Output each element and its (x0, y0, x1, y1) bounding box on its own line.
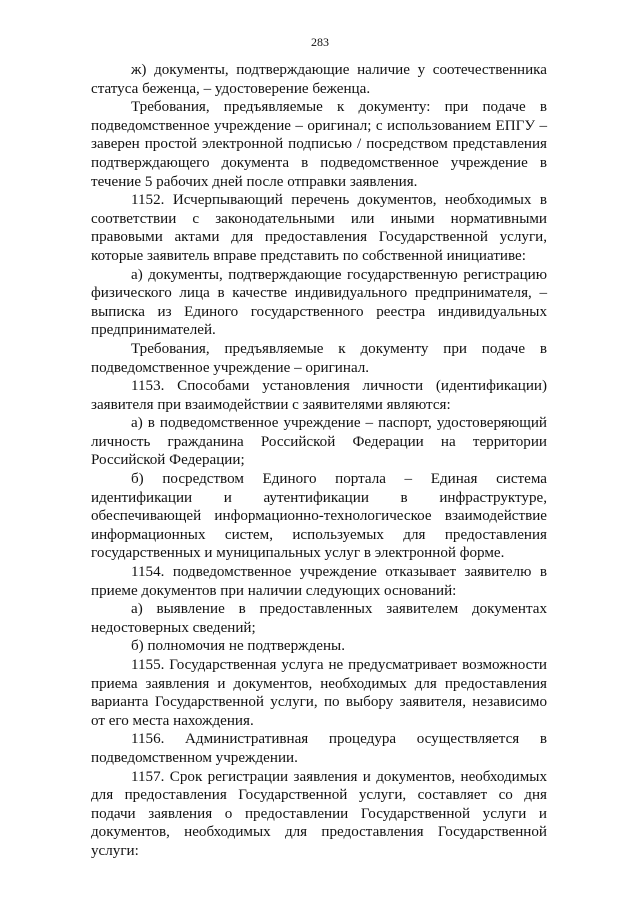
paragraph-1157: 1157. Срок регистрации заявления и документов, необходимых для предоставления Государственной услуги, составляет со дня подачи заявления о предоставлении Государственной услуги и документов, необходимых для предоставления Государственной услуги: (91, 768, 547, 859)
paragraph-requirements-1: Требования, предъявляемые к документу: при подаче в подведомственное учреждение – оригинал; с использованием ЕПГУ – заверен простой электронной подписью / посредством представления подтверждающего документа в подведомственное учреждение в течение 5 рабочих дней после отправки заявления. (91, 99, 547, 190)
paragraph-1154-a: а) выявление в предоставленных заявителем документах недостоверных сведений; (91, 601, 547, 636)
page-number: 283 (311, 35, 329, 49)
paragraph-1154: 1154. подведомственное учреждение отказывает заявителю в приеме документов при наличии следующих оснований: (91, 564, 547, 599)
paragraph-1154-b: б) полномочия не подтверждены. (131, 638, 345, 655)
paragraph-1152: 1152. Исчерпывающий перечень документов, необходимых в соответствии с законодательными или иными нормативными правовыми актами для предоставления Государственной услуги, которые заявитель вправе представить по собственной инициативе: (91, 192, 547, 264)
paragraph-1153-a: а) в подведомственное учреждение – паспорт, удостоверяющий личность гражданина Российской Федерации на территории Российской Федерации; (91, 415, 547, 469)
paragraph-item-zh: ж) документы, подтверждающие наличие у соотечественника статуса беженца, – удостоверение беженца. (91, 62, 547, 97)
paragraph-1152-a: а) документы, подтверждающие государственную регистрацию физического лица в качестве индивидуального предпринимателя, – выписка из Единого государственного реестра индивидуальных предпринимателей. (91, 266, 547, 339)
paragraph-1156: 1156. Административная процедура осуществляется в подведомственном учреждении. (91, 731, 547, 766)
paragraph-1153-b: б) посредством Единого портала – Единая система идентификации и аутентификации в инфраструктуре, обеспечивающей информационно-технологическое взаимодействие информационных систем, используемых для предоставления государственных и муниципальных услуг в электронной форме. (91, 471, 547, 562)
paragraph-1153: 1153. Способами установления личности (идентификации) заявителя при взаимодействии с заявителями являются: (91, 378, 547, 413)
paragraph-1155: 1155. Государственная услуга не предусматривает возможности приема заявления и документов, необходимых для предоставления варианта Государственной услуги, по выбору заявителя, независимо от его места нахождения. (91, 657, 547, 729)
paragraph-requirements-2: Требования, предъявляемые к документу при подаче в подведомственное учреждение – оригинал. (91, 340, 547, 376)
document-body (91, 61, 547, 861)
